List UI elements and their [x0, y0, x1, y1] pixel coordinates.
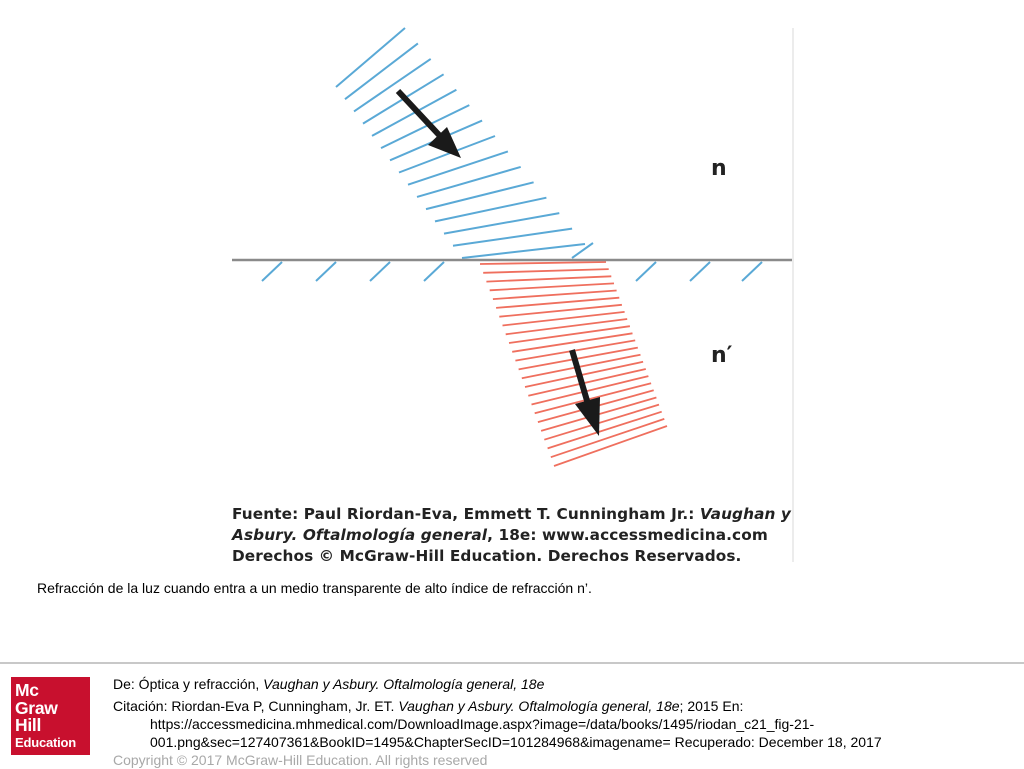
- refracted-wavefront: [490, 283, 614, 290]
- refracted-wavefront: [483, 269, 609, 273]
- citation-url-2[interactable]: 001.png&sec=127407361&BookID=1495&ChapterSecID=101284968&imagename= Recuperado: December 18, 2017: [150, 734, 882, 750]
- interface-hatch-mark: [690, 262, 710, 281]
- refracted-wavefront: [548, 412, 662, 449]
- footer-divider: [0, 662, 1024, 664]
- source-line-1: Fuente: Paul Riordan-Eva, Emmett T. Cunningham Jr.: Vaughan y: [232, 505, 792, 523]
- mcgraw-hill-education-logo: Mc Graw Hill Education: [11, 677, 90, 755]
- citation-footer: [113, 675, 1013, 769]
- incident-wavefront: [462, 244, 585, 258]
- source-chapter: De: Óptica y refracción, Vaughan y Asbury. Oftalmología general, 18e: [113, 676, 545, 692]
- incident-wavefront: [453, 229, 572, 246]
- incident-wavefront: [417, 167, 521, 197]
- refracted-wavefront: [512, 333, 632, 352]
- incident-wavefront: [345, 43, 418, 99]
- citation-url-1[interactable]: https://accessmedicina.mhmedical.com/DownloadImage.aspx?image=/data/books/1495/riodan_c21_fig-21-: [150, 716, 815, 732]
- medium-label-n: n: [711, 156, 727, 181]
- refracted-wavefront: [509, 326, 630, 343]
- incident-wavefront: [336, 28, 405, 87]
- copyright-notice: Copyright © 2017 McGraw-Hill Education. All rights reserved: [113, 752, 488, 768]
- interface-hatch-mark: [370, 262, 390, 281]
- refracted-wavefront: [486, 276, 611, 281]
- interface-hatch-mark: [636, 262, 656, 281]
- refracted-wavefront: [480, 262, 606, 264]
- incident-direction-arrow: [398, 91, 461, 158]
- refracted-wavefront: [506, 319, 628, 334]
- source-line-2: Asbury. Oftalmología general, 18e: www.accessmedicina.com: [232, 526, 768, 544]
- medium-label-n-prime: n′: [711, 343, 733, 368]
- figure-caption: Refracción de la luz cuando entra a un medio transparente de alto índice de refracción n’.: [37, 580, 592, 596]
- source-line-3: Derechos © McGraw-Hill Education. Derechos Reservados.: [232, 547, 742, 565]
- incident-wavefront: [381, 105, 469, 148]
- refracted-wavefront: [551, 419, 665, 457]
- incident-wavefront: [426, 182, 534, 209]
- interface-hatch-mark: [262, 262, 282, 281]
- incident-wavefront: [354, 59, 431, 112]
- citation-line: Citación: Riordan-Eva P, Cunningham, Jr. ET. Vaughan y Asbury. Oftalmología general, 18e; 2015 En:: [113, 698, 744, 714]
- interface-hatch-mark: [316, 262, 336, 281]
- interface-hatch-mark: [424, 262, 444, 281]
- figure-source-credit: [232, 504, 792, 567]
- incident-wavefront: [372, 90, 456, 136]
- interface-hatch-mark: [742, 262, 762, 281]
- incident-wavefronts: [336, 28, 593, 258]
- refracted-wavefront: [493, 291, 617, 300]
